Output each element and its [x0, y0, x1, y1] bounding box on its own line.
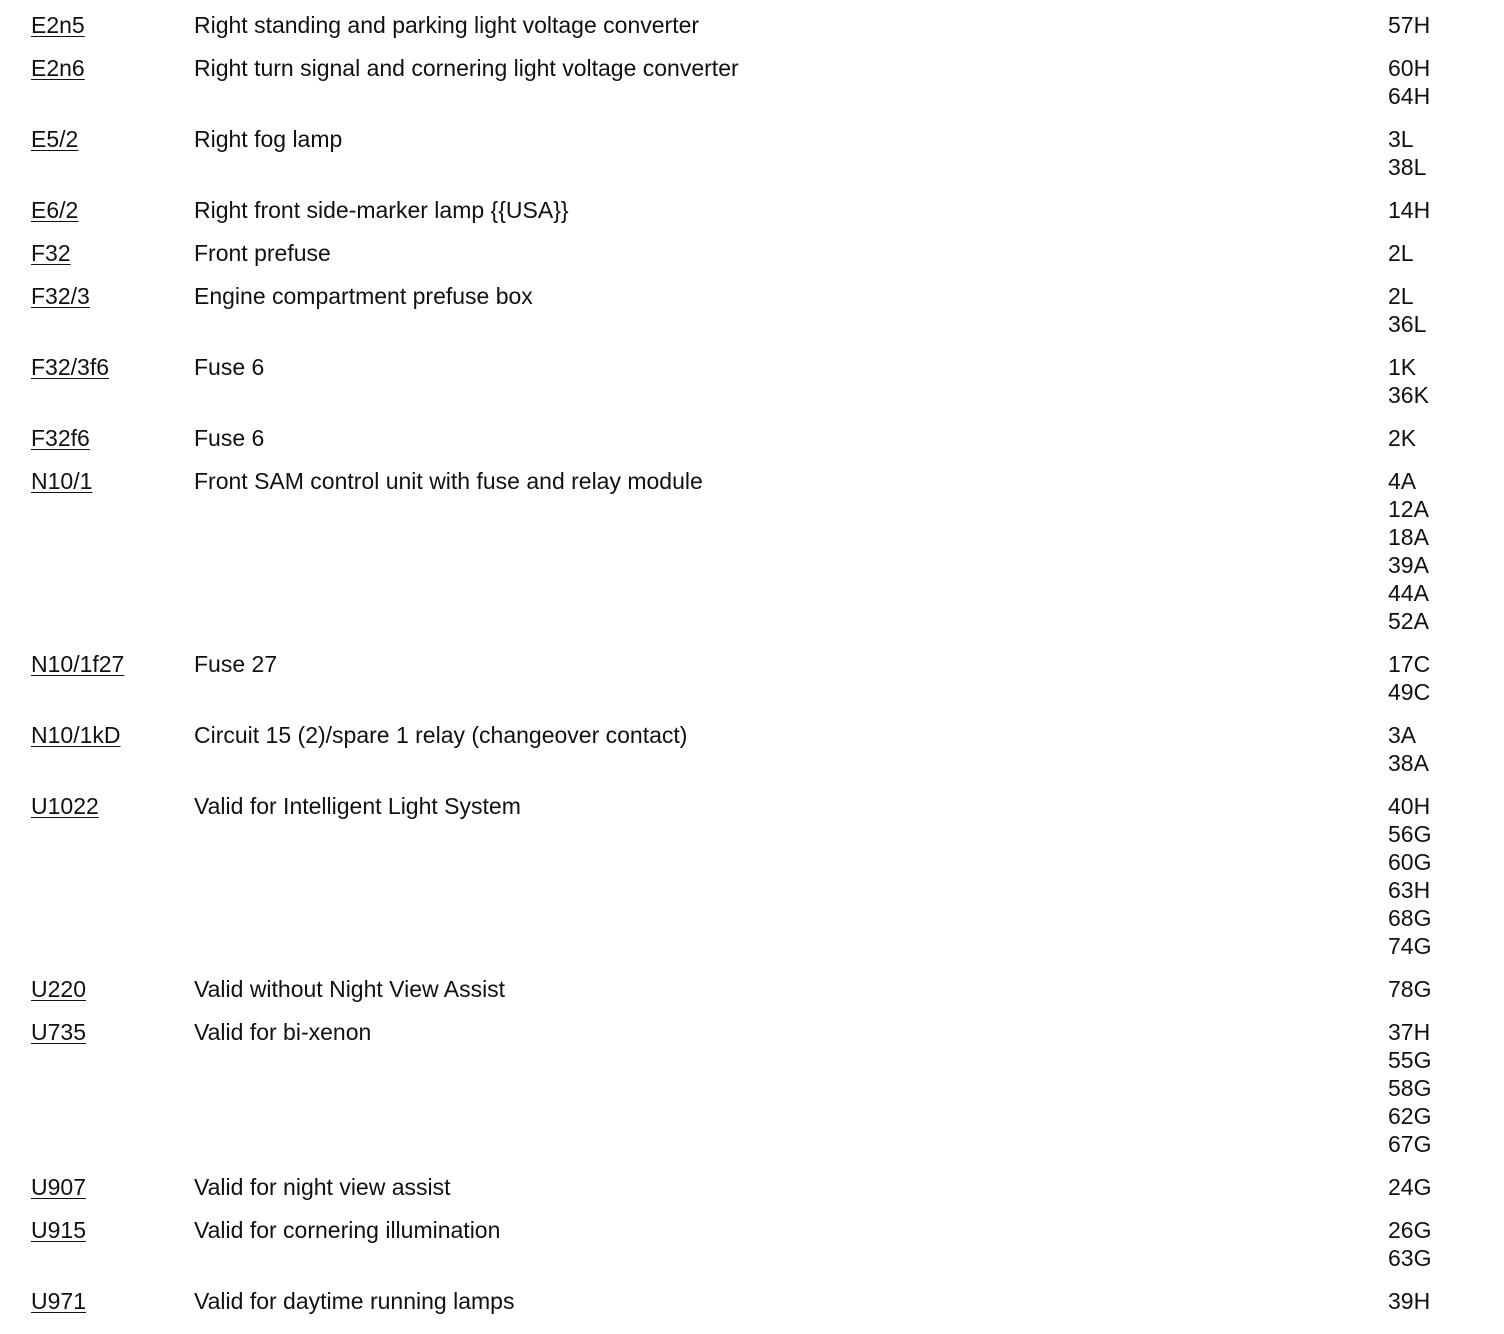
- grid-reference: 64H: [1388, 83, 1431, 109]
- legend-row: [0, 271, 1504, 342]
- grid-reference: 37H: [1388, 1019, 1431, 1045]
- grid-reference-list: [1388, 975, 1431, 1003]
- grid-reference: 26G: [1388, 1217, 1432, 1243]
- grid-reference-list: [1388, 1018, 1431, 1158]
- component-code-link[interactable]: E6/2: [31, 197, 79, 223]
- legend-row: [0, 114, 1504, 185]
- grid-reference-list: [1388, 239, 1414, 267]
- component-description: Valid without Night View Assist: [194, 976, 506, 1002]
- component-description: Engine compartment prefuse box: [194, 283, 533, 309]
- component-code-link[interactable]: F32/3f6: [31, 354, 109, 380]
- grid-reference: 60H: [1388, 55, 1431, 81]
- grid-reference: 56G: [1388, 821, 1432, 847]
- component-code-link[interactable]: F32f6: [31, 425, 90, 451]
- grid-reference-list: [1388, 467, 1429, 635]
- grid-reference: 44A: [1388, 580, 1429, 606]
- grid-reference: 38L: [1388, 154, 1427, 180]
- legend-row: [0, 710, 1504, 781]
- component-description: Right standing and parking light voltage converter: [194, 12, 700, 38]
- legend-row: [0, 964, 1504, 1007]
- grid-reference-list: [1388, 353, 1429, 409]
- grid-reference: 62G: [1388, 1103, 1432, 1129]
- grid-reference: 2L: [1388, 240, 1414, 266]
- component-code-link[interactable]: F32/3: [31, 283, 90, 309]
- grid-reference: 36L: [1388, 311, 1427, 337]
- component-description: Circuit 15 (2)/spare 1 relay (changeover contact): [194, 722, 688, 748]
- grid-reference-list: [1388, 1287, 1430, 1315]
- grid-reference-list: [1388, 792, 1431, 960]
- component-description: Front prefuse: [194, 240, 331, 266]
- grid-reference-list: [1388, 196, 1430, 224]
- grid-reference: 14H: [1388, 197, 1431, 223]
- grid-reference: 12A: [1388, 496, 1429, 522]
- component-code-link[interactable]: E2n5: [31, 12, 85, 38]
- grid-reference-list: [1388, 424, 1416, 452]
- grid-reference-list: [1388, 282, 1426, 338]
- component-code-link[interactable]: E2n6: [31, 55, 85, 81]
- grid-reference-list: [1388, 125, 1426, 181]
- component-code-link[interactable]: N10/1: [31, 468, 93, 494]
- grid-reference: 17C: [1388, 651, 1431, 677]
- grid-reference: 3A: [1388, 722, 1417, 748]
- legend-row: [0, 1162, 1504, 1205]
- component-description: Valid for cornering illumination: [194, 1217, 501, 1243]
- legend-row: [0, 342, 1504, 413]
- component-description: Right turn signal and cornering light voltage converter: [194, 55, 739, 81]
- grid-reference: 49C: [1388, 679, 1431, 705]
- grid-reference: 2L: [1388, 283, 1414, 309]
- component-code-link[interactable]: N10/1kD: [31, 722, 121, 748]
- grid-reference: 63G: [1388, 1245, 1432, 1271]
- component-code-link[interactable]: U1022: [31, 793, 99, 819]
- legend-row: [0, 456, 1504, 639]
- component-description: Front SAM control unit with fuse and relay module: [194, 468, 703, 494]
- legend-row: [0, 1205, 1504, 1276]
- component-description: Valid for bi-xenon: [194, 1019, 372, 1045]
- component-code-link[interactable]: U735: [31, 1019, 86, 1045]
- grid-reference: 60G: [1388, 849, 1432, 875]
- legend-row: [0, 43, 1504, 114]
- grid-reference: 40H: [1388, 793, 1431, 819]
- grid-reference: 39A: [1388, 552, 1429, 578]
- legend-row: [0, 1007, 1504, 1162]
- grid-reference-list: [1388, 11, 1430, 39]
- grid-reference-list: [1388, 1173, 1431, 1201]
- grid-reference: 39H: [1388, 1288, 1431, 1314]
- component-code-link[interactable]: U971: [31, 1288, 86, 1314]
- component-description: Fuse 6: [194, 354, 265, 380]
- grid-reference: 63H: [1388, 877, 1431, 903]
- component-description: Valid for daytime running lamps: [194, 1288, 515, 1314]
- legend-row: [0, 228, 1504, 271]
- grid-reference: 24G: [1388, 1174, 1432, 1200]
- component-code-link[interactable]: E5/2: [31, 126, 79, 152]
- legend-row: [0, 0, 1504, 43]
- grid-reference: 74G: [1388, 933, 1432, 959]
- grid-reference: 36K: [1388, 382, 1429, 408]
- legend-row: [0, 185, 1504, 228]
- grid-reference: 38A: [1388, 750, 1429, 776]
- grid-reference: 57H: [1388, 12, 1431, 38]
- grid-reference: 2K: [1388, 425, 1417, 451]
- grid-reference: 18A: [1388, 524, 1429, 550]
- component-description: Fuse 6: [194, 425, 265, 451]
- component-description: Valid for night view assist: [194, 1174, 451, 1200]
- grid-reference: 3L: [1388, 126, 1414, 152]
- grid-reference-list: [1388, 721, 1429, 777]
- grid-reference: 52A: [1388, 608, 1429, 634]
- grid-reference: 55G: [1388, 1047, 1432, 1073]
- grid-reference-list: [1388, 54, 1430, 110]
- grid-reference-list: [1388, 1216, 1431, 1272]
- grid-reference-list: [1388, 650, 1430, 706]
- grid-reference: 4A: [1388, 468, 1417, 494]
- component-description: Valid for Intelligent Light System: [194, 793, 521, 819]
- component-description: Right fog lamp: [194, 126, 343, 152]
- grid-reference: 68G: [1388, 905, 1432, 931]
- component-description: Right front side-marker lamp {{USA}}: [194, 197, 569, 223]
- component-code-link[interactable]: U907: [31, 1174, 86, 1200]
- component-description: Fuse 27: [194, 651, 278, 677]
- component-code-link[interactable]: U915: [31, 1217, 86, 1243]
- legend-row: [0, 413, 1504, 456]
- legend-row: [0, 1276, 1504, 1319]
- component-code-link[interactable]: N10/1f27: [31, 651, 125, 677]
- grid-reference: 78G: [1388, 976, 1432, 1002]
- component-code-link[interactable]: U220: [31, 976, 86, 1002]
- legend-row: [0, 639, 1504, 710]
- grid-reference: 67G: [1388, 1131, 1432, 1157]
- grid-reference: 1K: [1388, 354, 1417, 380]
- component-code-link[interactable]: F32: [31, 240, 71, 266]
- grid-reference: 58G: [1388, 1075, 1432, 1101]
- legend-row: [0, 781, 1504, 964]
